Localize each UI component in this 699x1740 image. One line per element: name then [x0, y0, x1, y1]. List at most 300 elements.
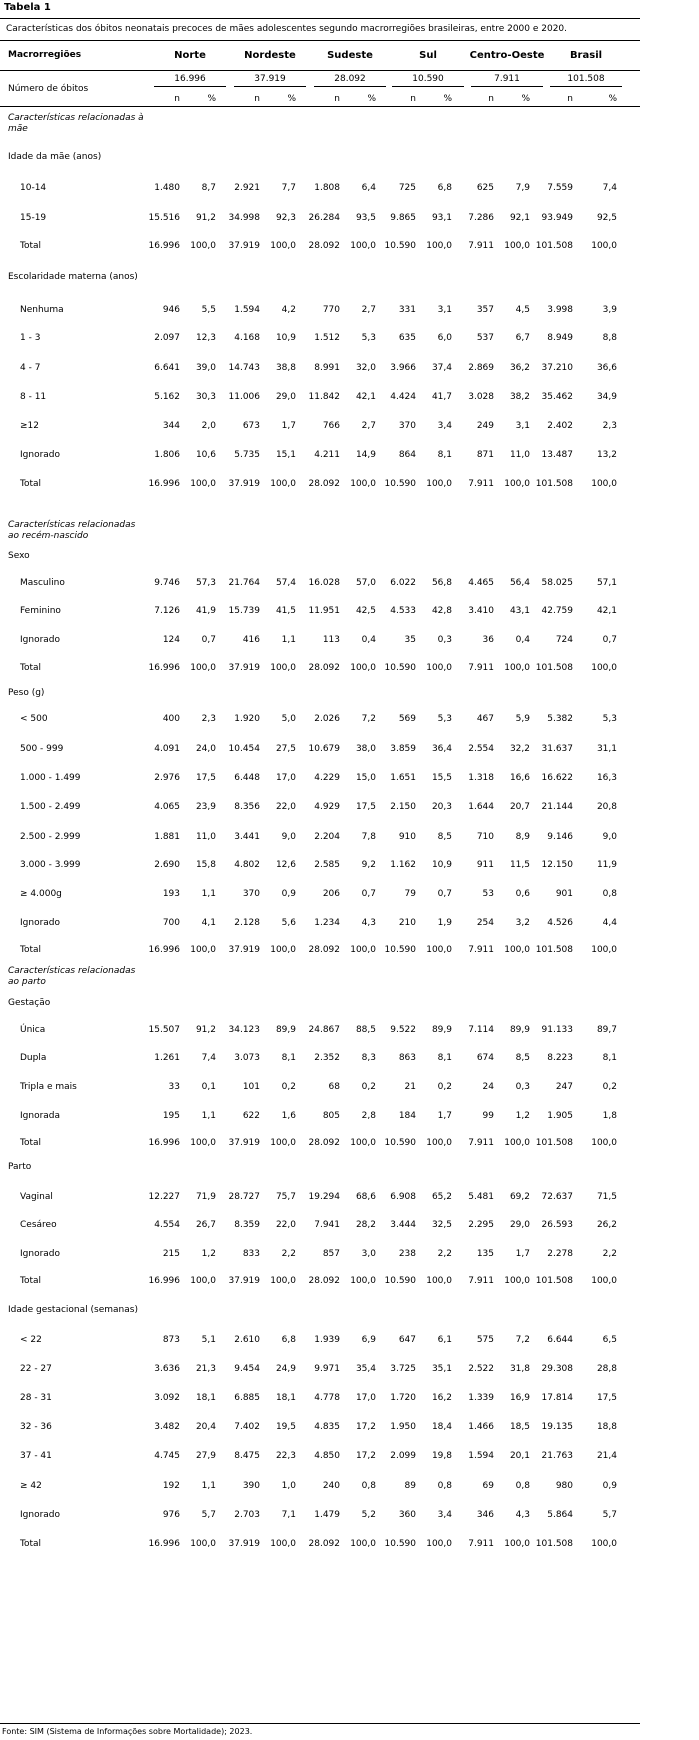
cell-pct: 7,4: [201, 1053, 216, 1063]
cell-pct: 100,0: [270, 479, 296, 489]
cell-n: 11.951: [308, 606, 340, 616]
table-footer: Fonte: SIM (Sistema de Informações sobre Mortalidade); 2023.: [2, 1727, 253, 1736]
n-header-nordeste: n: [254, 94, 260, 104]
cell-n: 1.644: [468, 802, 494, 812]
cell-n: 36: [482, 635, 494, 645]
cell-pct: 4,4: [602, 918, 617, 928]
cell-n: 101.508: [535, 945, 573, 955]
deaths-label: Número de óbitos: [8, 84, 89, 94]
cell-n: 16.996: [148, 241, 180, 251]
section-label: Características relacionadas ao recém-nascido: [8, 520, 136, 541]
cell-n: 5.864: [547, 1510, 573, 1520]
cell-n: 247: [555, 1082, 573, 1092]
cell-pct: 100,0: [350, 945, 376, 955]
cell-pct: 100,0: [504, 479, 530, 489]
cell-n: 2.976: [154, 773, 180, 783]
cell-pct: 71,5: [596, 1192, 617, 1202]
cell-pct: 100,0: [350, 241, 376, 251]
cell-n: 6.022: [390, 578, 416, 588]
cell-n: 10.590: [384, 1276, 416, 1286]
cell-n: 9.146: [547, 832, 573, 842]
cell-n: 8.359: [234, 1220, 260, 1230]
cell-pct: 100,0: [426, 1138, 452, 1148]
cell-n: 37.210: [541, 363, 573, 373]
cell-n: 8.991: [314, 363, 340, 373]
cell-n: 4.091: [154, 744, 180, 754]
cell-pct: 42,1: [596, 606, 617, 616]
cell-pct: 8,7: [201, 183, 216, 193]
cell-pct: 6,8: [437, 183, 452, 193]
cell-pct: 3,1: [437, 305, 452, 315]
cell-pct: 3,1: [515, 421, 530, 431]
cell-pct: 0,3: [515, 1082, 530, 1092]
cell-pct: 23,9: [195, 802, 216, 812]
cell-pct: 100,0: [504, 1276, 530, 1286]
cell-pct: 6,8: [281, 1335, 296, 1345]
cell-n: 2.295: [468, 1220, 494, 1230]
group-label: Escolaridade materna (anos): [8, 272, 138, 282]
cell-pct: 42,1: [355, 392, 376, 402]
cell-pct: 56,8: [431, 578, 452, 588]
row-label: Total: [20, 1539, 42, 1549]
cell-n: 910: [398, 832, 416, 842]
region-header-centro-oeste: Centro-Oeste: [469, 50, 545, 61]
cell-pct: 100,0: [350, 479, 376, 489]
cell-pct: 0,8: [515, 1481, 530, 1491]
cell-n: 254: [476, 918, 494, 928]
cell-n: 766: [322, 421, 340, 431]
cell-n: 673: [242, 421, 260, 431]
section-label: Características relacionadas ao parto: [8, 966, 136, 987]
cell-n: 206: [322, 889, 340, 899]
cell-pct: 7,2: [515, 1335, 530, 1345]
cell-pct: 22,0: [275, 1220, 296, 1230]
cell-pct: 35,1: [431, 1364, 452, 1374]
cell-pct: 100,0: [504, 945, 530, 955]
group-label: Parto: [8, 1162, 32, 1172]
cell-n: 9.454: [234, 1364, 260, 1374]
cell-n: 622: [242, 1111, 260, 1121]
cell-pct: 31,8: [509, 1364, 530, 1374]
cell-pct: 17,2: [355, 1451, 376, 1461]
row-label: 8 - 11: [20, 392, 47, 402]
cell-n: 3.966: [390, 363, 416, 373]
cell-pct: 24,0: [195, 744, 216, 754]
cell-n: 9.746: [154, 578, 180, 588]
cell-n: 857: [322, 1249, 340, 1259]
cell-n: 5.162: [154, 392, 180, 402]
cell-pct: 22,3: [275, 1451, 296, 1461]
group-label: Idade da mãe (anos): [8, 152, 102, 162]
row-label: Total: [20, 1276, 42, 1286]
row-label: ≥12: [20, 421, 39, 431]
cell-n: 1.261: [154, 1053, 180, 1063]
cell-n: 1.720: [390, 1393, 416, 1403]
cell-pct: 100,0: [190, 479, 216, 489]
region-header-norte: Norte: [174, 50, 206, 61]
cell-pct: 6,9: [361, 1335, 376, 1345]
cell-pct: 1,8: [602, 1111, 617, 1121]
region-underline-sul: [392, 86, 464, 87]
cell-pct: 15,1: [275, 450, 296, 460]
cell-pct: 0,4: [515, 635, 530, 645]
cell-pct: 93,5: [355, 213, 376, 223]
cell-pct: 100,0: [190, 663, 216, 673]
cell-n: 1.234: [314, 918, 340, 928]
cell-n: 35.462: [541, 392, 573, 402]
cell-pct: 2,2: [281, 1249, 296, 1259]
cell-pct: 4,1: [201, 918, 216, 928]
cell-pct: 10,6: [195, 450, 216, 460]
cell-n: 29.308: [541, 1364, 573, 1374]
cell-n: 725: [398, 183, 416, 193]
cell-pct: 15,8: [195, 860, 216, 870]
cell-pct: 11,0: [195, 832, 216, 842]
cell-pct: 100,0: [270, 1138, 296, 1148]
cell-pct: 69,2: [509, 1192, 530, 1202]
cell-pct: 100,0: [190, 945, 216, 955]
cell-n: 2.204: [314, 832, 340, 842]
cell-pct: 37,4: [431, 363, 452, 373]
cell-pct: 5,7: [201, 1510, 216, 1520]
cell-pct: 36,2: [509, 363, 530, 373]
header-mid-rule: [0, 70, 640, 71]
cell-n: 2.703: [234, 1510, 260, 1520]
cell-n: 6.885: [234, 1393, 260, 1403]
cell-n: 210: [398, 918, 416, 928]
cell-pct: 0,6: [515, 889, 530, 899]
row-label: Total: [20, 663, 42, 673]
cell-n: 2.690: [154, 860, 180, 870]
cell-n: 1.939: [314, 1335, 340, 1345]
cell-n: 28.092: [308, 1539, 340, 1549]
cell-pct: 100,0: [190, 1276, 216, 1286]
row-label: Masculino: [20, 578, 65, 588]
cell-n: 1.318: [468, 773, 494, 783]
cell-n: 7.911: [468, 1138, 494, 1148]
cell-pct: 2,2: [437, 1249, 452, 1259]
cell-n: 1.651: [390, 773, 416, 783]
cell-pct: 100,0: [591, 241, 617, 251]
cell-n: 9.865: [390, 213, 416, 223]
cell-pct: 0,9: [281, 889, 296, 899]
cell-pct: 10,9: [275, 333, 296, 343]
cell-n: 21.764: [228, 578, 260, 588]
cell-n: 8.223: [547, 1053, 573, 1063]
cell-n: 16.028: [308, 578, 340, 588]
cell-n: 2.150: [390, 802, 416, 812]
cell-n: 346: [476, 1510, 494, 1520]
cell-pct: 92,1: [509, 213, 530, 223]
cell-pct: 100,0: [591, 663, 617, 673]
n-header-sudeste: n: [334, 94, 340, 104]
row-header-label: Macrorregiões: [8, 50, 82, 60]
cell-pct: 14,9: [355, 450, 376, 460]
cell-n: 35: [404, 635, 416, 645]
cell-pct: 89,9: [275, 1025, 296, 1035]
cell-pct: 11,0: [509, 450, 530, 460]
cell-n: 569: [398, 714, 416, 724]
cell-n: 19.294: [308, 1192, 340, 1202]
cell-pct: 5,3: [361, 333, 376, 343]
cell-n: 4.211: [314, 450, 340, 460]
row-label: Total: [20, 479, 42, 489]
cell-pct: 24,9: [275, 1364, 296, 1374]
cell-n: 4.465: [468, 578, 494, 588]
cell-n: 16.996: [148, 1539, 180, 1549]
cell-pct: 0,1: [201, 1082, 216, 1092]
cell-n: 3.073: [234, 1053, 260, 1063]
region-header-sudeste: Sudeste: [327, 50, 373, 61]
cell-pct: 5,1: [201, 1335, 216, 1345]
cell-n: 1.950: [390, 1422, 416, 1432]
cell-n: 635: [398, 333, 416, 343]
cell-pct: 1,1: [281, 635, 296, 645]
row-label: Total: [20, 1138, 42, 1148]
cell-pct: 8,1: [602, 1053, 617, 1063]
cell-pct: 0,2: [361, 1082, 376, 1092]
cell-n: 101.508: [535, 1138, 573, 1148]
row-label: Ignorado: [20, 1510, 61, 1520]
cell-n: 2.585: [314, 860, 340, 870]
cell-pct: 12,3: [195, 333, 216, 343]
cell-pct: 57,3: [195, 578, 216, 588]
cell-n: 3.998: [547, 305, 573, 315]
cell-pct: 7,2: [361, 714, 376, 724]
cell-n: 101.508: [535, 479, 573, 489]
cell-pct: 18,4: [431, 1422, 452, 1432]
cell-pct: 89,9: [431, 1025, 452, 1035]
cell-n: 37.919: [228, 241, 260, 251]
cell-pct: 0,7: [361, 889, 376, 899]
cell-n: 7.911: [468, 663, 494, 673]
row-label: Única: [20, 1025, 46, 1035]
cell-pct: 1,7: [515, 1249, 530, 1259]
cell-n: 833: [242, 1249, 260, 1259]
cell-n: 3.482: [154, 1422, 180, 1432]
cell-pct: 38,0: [355, 744, 376, 754]
cell-n: 1.480: [154, 183, 180, 193]
cell-pct: 17,5: [355, 802, 376, 812]
cell-pct: 1,7: [437, 1111, 452, 1121]
cell-n: 5.735: [234, 450, 260, 460]
cell-n: 101: [242, 1082, 260, 1092]
region-total-brasil: 101.508: [567, 74, 605, 84]
cell-n: 24.867: [308, 1025, 340, 1035]
cell-n: 7.911: [468, 945, 494, 955]
cell-n: 10.590: [384, 1138, 416, 1148]
region-header-nordeste: Nordeste: [244, 50, 296, 61]
cell-pct: 1,1: [201, 889, 216, 899]
row-label: Nenhuma: [20, 305, 64, 315]
cell-n: 4.929: [314, 802, 340, 812]
cell-pct: 1,6: [281, 1111, 296, 1121]
cell-n: 1.466: [468, 1422, 494, 1432]
cell-n: 2.128: [234, 918, 260, 928]
cell-pct: 17,5: [596, 1393, 617, 1403]
header-top-rule: [0, 40, 640, 41]
cell-n: 16.996: [148, 1138, 180, 1148]
cell-pct: 9,0: [281, 832, 296, 842]
region-total-norte: 16.996: [174, 74, 206, 84]
cell-pct: 100,0: [504, 663, 530, 673]
cell-pct: 0,3: [437, 635, 452, 645]
row-label: Ignorado: [20, 1249, 61, 1259]
cell-pct: 1,2: [201, 1249, 216, 1259]
cell-n: 72.637: [541, 1192, 573, 1202]
cell-n: 6.908: [390, 1192, 416, 1202]
cell-n: 4.168: [234, 333, 260, 343]
cell-pct: 12,6: [275, 860, 296, 870]
cell-n: 4.533: [390, 606, 416, 616]
cell-pct: 100,0: [350, 1276, 376, 1286]
cell-n: 101.508: [535, 663, 573, 673]
row-label: ≥ 4.000g: [20, 889, 62, 899]
cell-n: 17.814: [541, 1393, 573, 1403]
cell-pct: 100,0: [426, 1276, 452, 1286]
group-label: Sexo: [8, 551, 30, 561]
row-label: Vaginal: [20, 1192, 53, 1202]
cell-pct: 36,6: [596, 363, 617, 373]
cell-n: 7.941: [314, 1220, 340, 1230]
cell-pct: 16,9: [509, 1393, 530, 1403]
pct-header-sudeste: %: [367, 94, 376, 104]
cell-pct: 26,2: [596, 1220, 617, 1230]
cell-n: 10.590: [384, 663, 416, 673]
cell-n: 37.919: [228, 663, 260, 673]
cell-pct: 34,9: [596, 392, 617, 402]
pct-header-centro-oeste: %: [521, 94, 530, 104]
cell-pct: 27,5: [275, 744, 296, 754]
cell-pct: 8,9: [515, 832, 530, 842]
cell-pct: 13,2: [596, 450, 617, 460]
cell-n: 7.911: [468, 1539, 494, 1549]
cell-pct: 41,9: [195, 606, 216, 616]
cell-pct: 32,0: [355, 363, 376, 373]
cell-pct: 1,9: [437, 918, 452, 928]
cell-n: 1.339: [468, 1393, 494, 1403]
cell-pct: 100,0: [591, 1539, 617, 1549]
cell-pct: 100,0: [591, 479, 617, 489]
cell-pct: 2,3: [602, 421, 617, 431]
cell-n: 770: [322, 305, 340, 315]
cell-pct: 39,0: [195, 363, 216, 373]
header-bottom-rule: [0, 106, 640, 107]
section-label: Características relacionadas à mãe: [8, 113, 144, 134]
row-label: 500 - 999: [20, 744, 64, 754]
cell-n: 89: [404, 1481, 416, 1491]
cell-pct: 5,3: [437, 714, 452, 724]
cell-n: 124: [162, 635, 180, 645]
cell-n: 4.802: [234, 860, 260, 870]
cell-n: 10.590: [384, 1539, 416, 1549]
cell-n: 192: [162, 1481, 180, 1491]
cell-n: 28.727: [228, 1192, 260, 1202]
cell-n: 467: [476, 714, 494, 724]
cell-pct: 16,6: [509, 773, 530, 783]
cell-pct: 0,7: [201, 635, 216, 645]
cell-pct: 5,7: [602, 1510, 617, 1520]
cell-pct: 8,1: [281, 1053, 296, 1063]
cell-n: 68: [328, 1082, 340, 1092]
cell-n: 4.745: [154, 1451, 180, 1461]
cell-n: 37.919: [228, 1138, 260, 1148]
region-total-nordeste: 37.919: [254, 74, 286, 84]
cell-pct: 17,0: [275, 773, 296, 783]
cell-n: 2.097: [154, 333, 180, 343]
cell-pct: 8,1: [437, 1053, 452, 1063]
cell-n: 2.352: [314, 1053, 340, 1063]
n-header-sul: n: [410, 94, 416, 104]
cell-n: 9.971: [314, 1364, 340, 1374]
n-header-centro-oeste: n: [488, 94, 494, 104]
cell-n: 3.636: [154, 1364, 180, 1374]
cell-pct: 7,9: [515, 183, 530, 193]
cell-pct: 3,4: [437, 1510, 452, 1520]
cell-n: 370: [242, 889, 260, 899]
cell-pct: 3,9: [602, 305, 617, 315]
cell-n: 12.150: [541, 860, 573, 870]
cell-n: 7.402: [234, 1422, 260, 1432]
cell-n: 28.092: [308, 1276, 340, 1286]
cell-n: 390: [242, 1481, 260, 1491]
cell-pct: 57,4: [275, 578, 296, 588]
cell-n: 1.881: [154, 832, 180, 842]
cell-pct: 6,7: [515, 333, 530, 343]
cell-n: 7.911: [468, 479, 494, 489]
cell-pct: 0,8: [602, 889, 617, 899]
row-label: Cesáreo: [20, 1220, 57, 1230]
cell-pct: 57,0: [355, 578, 376, 588]
group-label: Peso (g): [8, 688, 45, 698]
row-label: Feminino: [20, 606, 61, 616]
cell-n: 647: [398, 1335, 416, 1345]
cell-n: 1.920: [234, 714, 260, 724]
region-header-sul: Sul: [419, 50, 437, 61]
cell-n: 99: [482, 1111, 494, 1121]
cell-pct: 100,0: [190, 1539, 216, 1549]
cell-pct: 7,8: [361, 832, 376, 842]
cell-pct: 0,7: [602, 635, 617, 645]
cell-n: 3.092: [154, 1393, 180, 1403]
row-label: 28 - 31: [20, 1393, 52, 1403]
cell-n: 1.162: [390, 860, 416, 870]
cell-n: 15.739: [228, 606, 260, 616]
cell-pct: 7,4: [602, 183, 617, 193]
cell-n: 24: [482, 1082, 494, 1092]
region-underline-brasil: [550, 86, 622, 87]
cell-pct: 100,0: [426, 945, 452, 955]
cell-n: 28.092: [308, 945, 340, 955]
cell-n: 79: [404, 889, 416, 899]
cell-n: 101.508: [535, 1276, 573, 1286]
cell-n: 33: [168, 1082, 180, 1092]
cell-n: 42.759: [541, 606, 573, 616]
cell-n: 805: [322, 1111, 340, 1121]
cell-n: 16.996: [148, 663, 180, 673]
cell-pct: 4,3: [515, 1510, 530, 1520]
cell-n: 2.099: [390, 1451, 416, 1461]
cell-n: 249: [476, 421, 494, 431]
cell-pct: 1,2: [515, 1111, 530, 1121]
cell-pct: 2,8: [361, 1111, 376, 1121]
cell-n: 10.590: [384, 945, 416, 955]
cell-n: 37.919: [228, 945, 260, 955]
pct-header-brasil: %: [608, 94, 617, 104]
cell-n: 69: [482, 1481, 494, 1491]
cell-pct: 20,4: [195, 1422, 216, 1432]
cell-pct: 15,5: [431, 773, 452, 783]
